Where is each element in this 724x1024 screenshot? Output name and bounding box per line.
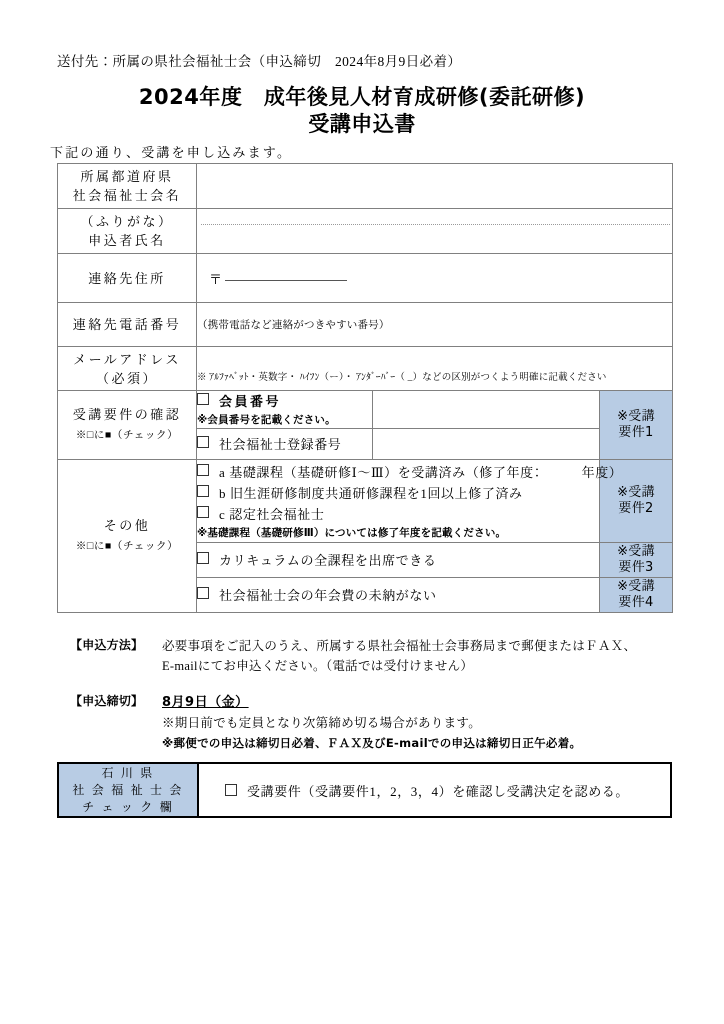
option-license-number-label: 社会福祉士登録番号 <box>219 436 342 452</box>
label-other-text: その他 <box>103 518 151 533</box>
option-curriculum[interactable] <box>197 543 600 578</box>
postal-rule <box>225 280 347 281</box>
requirement-tag-3 <box>600 543 673 578</box>
option-annual-fee[interactable] <box>197 578 600 613</box>
deadline-date <box>162 692 680 713</box>
label-applicant <box>58 209 197 254</box>
deadline-line2: ※郵便での申込は締切日必着、ＦＡＸ及びE-mailでの申込は締切日正午必着。 <box>162 736 582 750</box>
field-furigana[interactable] <box>197 218 672 234</box>
option-annual-fee-line <box>197 585 599 606</box>
table-row-other-abc <box>58 460 673 543</box>
label-other-sub: ※□に■（チェック） <box>75 541 179 552</box>
title-line-1: 2024年度 成年後見人材育成研修(委託研修) <box>138 85 586 109</box>
option-member-number-label: 会員番号 <box>219 394 282 409</box>
checkbox-curriculum-icon[interactable] <box>197 552 209 564</box>
field-name[interactable] <box>197 234 672 244</box>
office-check-label <box>59 764 199 816</box>
option-annual-fee-label: 社会福祉士会の年会費の未納がない <box>219 587 437 603</box>
requirement-tag-2-line2: 要件2 <box>618 501 654 516</box>
table-row-email <box>58 347 673 391</box>
option-a[interactable] <box>197 462 623 483</box>
checkbox-a-icon[interactable] <box>197 464 209 476</box>
checkbox-annual-fee-icon[interactable] <box>197 587 209 599</box>
option-a-label: a 基礎課程（基礎研修Ⅰ～Ⅲ）を受講済み（修了年度： 年度） <box>219 464 623 480</box>
instruction-method-body <box>162 636 680 676</box>
label-phone <box>58 303 197 347</box>
option-member-number[interactable] <box>197 391 373 429</box>
furigana-divider <box>201 224 670 225</box>
postal-code-field[interactable] <box>197 269 347 288</box>
field-address[interactable] <box>197 254 673 303</box>
label-requirement-check <box>58 391 197 460</box>
option-license-number[interactable] <box>197 429 373 460</box>
instructions-section <box>70 636 680 755</box>
instruction-method-line2: E-mailにてお申込ください。（電話では受付けません） <box>162 659 474 673</box>
label-prefecture-line1: 所属都道府県 <box>80 169 174 184</box>
instruction-deadline <box>70 692 680 753</box>
table-row-member-number <box>58 391 673 429</box>
label-requirement-check-sub: ※□に■（チェック） <box>75 430 179 441</box>
label-other <box>58 460 197 613</box>
requirement-tag-1 <box>600 391 673 460</box>
requirement-tag-4 <box>600 578 673 613</box>
requirement-tag-3-line2: 要件3 <box>618 560 654 575</box>
email-hint: ※ ｱﾙﾌｧﾍﾞｯﾄ・英数字・ ﾊｲﾌﾝ（ー）・ ｱﾝﾀﾞｰﾊﾞｰ（ _）などの区別がつくよう明確に記載ください <box>197 372 607 383</box>
checkbox-office-confirm-icon[interactable] <box>225 784 237 796</box>
document-title <box>0 84 724 138</box>
label-applicant-line2: 申込者氏名 <box>88 233 166 248</box>
field-prefecture[interactable] <box>197 164 673 209</box>
instruction-method-key: 【申込方法】 <box>70 638 144 652</box>
field-applicant-name[interactable] <box>197 209 673 254</box>
label-email <box>58 347 197 391</box>
option-curriculum-label: カリキュラムの全課程を出席できる <box>219 552 437 568</box>
option-c[interactable] <box>197 504 599 525</box>
lead-sentence: 下記の通り、受講を申し込みます。 <box>50 145 293 160</box>
label-prefecture-line2: 社会福祉士会名 <box>72 188 182 203</box>
checkbox-license-number-icon[interactable] <box>197 436 209 448</box>
field-license-number[interactable] <box>373 429 600 460</box>
label-address-text: 連絡先住所 <box>88 270 166 286</box>
checkbox-c-icon[interactable] <box>197 506 209 518</box>
office-check-box <box>57 762 672 818</box>
requirement-tag-3-line1: ※受講 <box>617 544 655 559</box>
option-curriculum-line <box>197 550 599 571</box>
instruction-deadline-key: 【申込締切】 <box>70 694 144 708</box>
label-applicant-line1: （ふりがな） <box>80 214 174 229</box>
send-to-line: 送付先：所属の県社会福祉士会（申込締切 2024年8月9日必着） <box>57 54 462 69</box>
application-form-table <box>57 163 673 613</box>
option-b-label: b 旧生涯研修制度共通研修課程を1回以上修了済み <box>219 485 523 501</box>
table-row-address <box>58 254 673 303</box>
label-email-line2: （必須） <box>95 370 158 386</box>
office-check-statement-row[interactable] <box>199 764 670 816</box>
table-row-prefecture <box>58 164 673 209</box>
instruction-method <box>70 636 680 676</box>
notes-spacer <box>70 678 680 692</box>
postal-mark-icon: 〒 <box>209 271 223 287</box>
instruction-method-line1: 必要事項をご記入のうえ、所属する県社会福祉士会事務局まで郵便またはＦＡＸ、 <box>162 639 637 653</box>
basic-course-note: ※基礎課程（基礎研修Ⅲ）については修了年度を記載ください。 <box>197 526 507 539</box>
label-requirement-check-text: 受講要件の確認 <box>72 407 182 422</box>
deadline-date-text: 8月9日（金） <box>162 695 249 710</box>
deadline-line1: ※期日前でも定員となり次第締め切る場合があります。 <box>162 716 482 730</box>
option-c-label: c 認定社会福祉士 <box>219 506 325 522</box>
option-group-abc[interactable] <box>197 460 623 543</box>
checkbox-member-number-icon[interactable] <box>197 393 209 405</box>
label-prefecture <box>58 164 197 209</box>
requirement-tag-4-line1: ※受講 <box>617 579 655 594</box>
table-row-applicant <box>58 209 673 254</box>
field-phone[interactable] <box>197 303 673 347</box>
label-address <box>58 254 197 303</box>
field-email[interactable] <box>197 347 673 391</box>
checkbox-b-icon[interactable] <box>197 485 209 497</box>
field-member-number[interactable] <box>373 391 600 429</box>
phone-hint: （携帯電話など連絡がつきやすい番号） <box>197 320 390 331</box>
instruction-deadline-body <box>162 692 680 753</box>
label-email-line1: メールアドレス <box>73 351 181 367</box>
office-check-label-line1: 石 川 県 <box>101 765 155 780</box>
title-line-2: 受講申込書 <box>308 112 416 136</box>
office-check-statement: 受講要件（受講要件1，2，3，4）を確認し受講決定を認める。 <box>247 783 630 799</box>
table-row-phone <box>58 303 673 347</box>
option-member-number-line <box>197 391 372 412</box>
member-number-note: ※会員番号を記載ください。 <box>197 414 336 426</box>
option-b[interactable] <box>197 483 599 504</box>
requirement-tag-1-line2: 要件1 <box>618 425 654 440</box>
requirement-tag-4-line2: 要件4 <box>618 595 654 610</box>
label-phone-text: 連絡先電話番号 <box>72 317 182 332</box>
option-license-number-line <box>197 434 372 455</box>
office-check-label-line2: 社 会 福 祉 士 会 <box>72 782 184 797</box>
office-check-label-line3: チ ェ ッ ク 欄 <box>82 799 174 814</box>
requirement-tag-1-line1: ※受講 <box>617 409 655 424</box>
requirement-tag-2-line1: ※受講 <box>617 485 655 500</box>
